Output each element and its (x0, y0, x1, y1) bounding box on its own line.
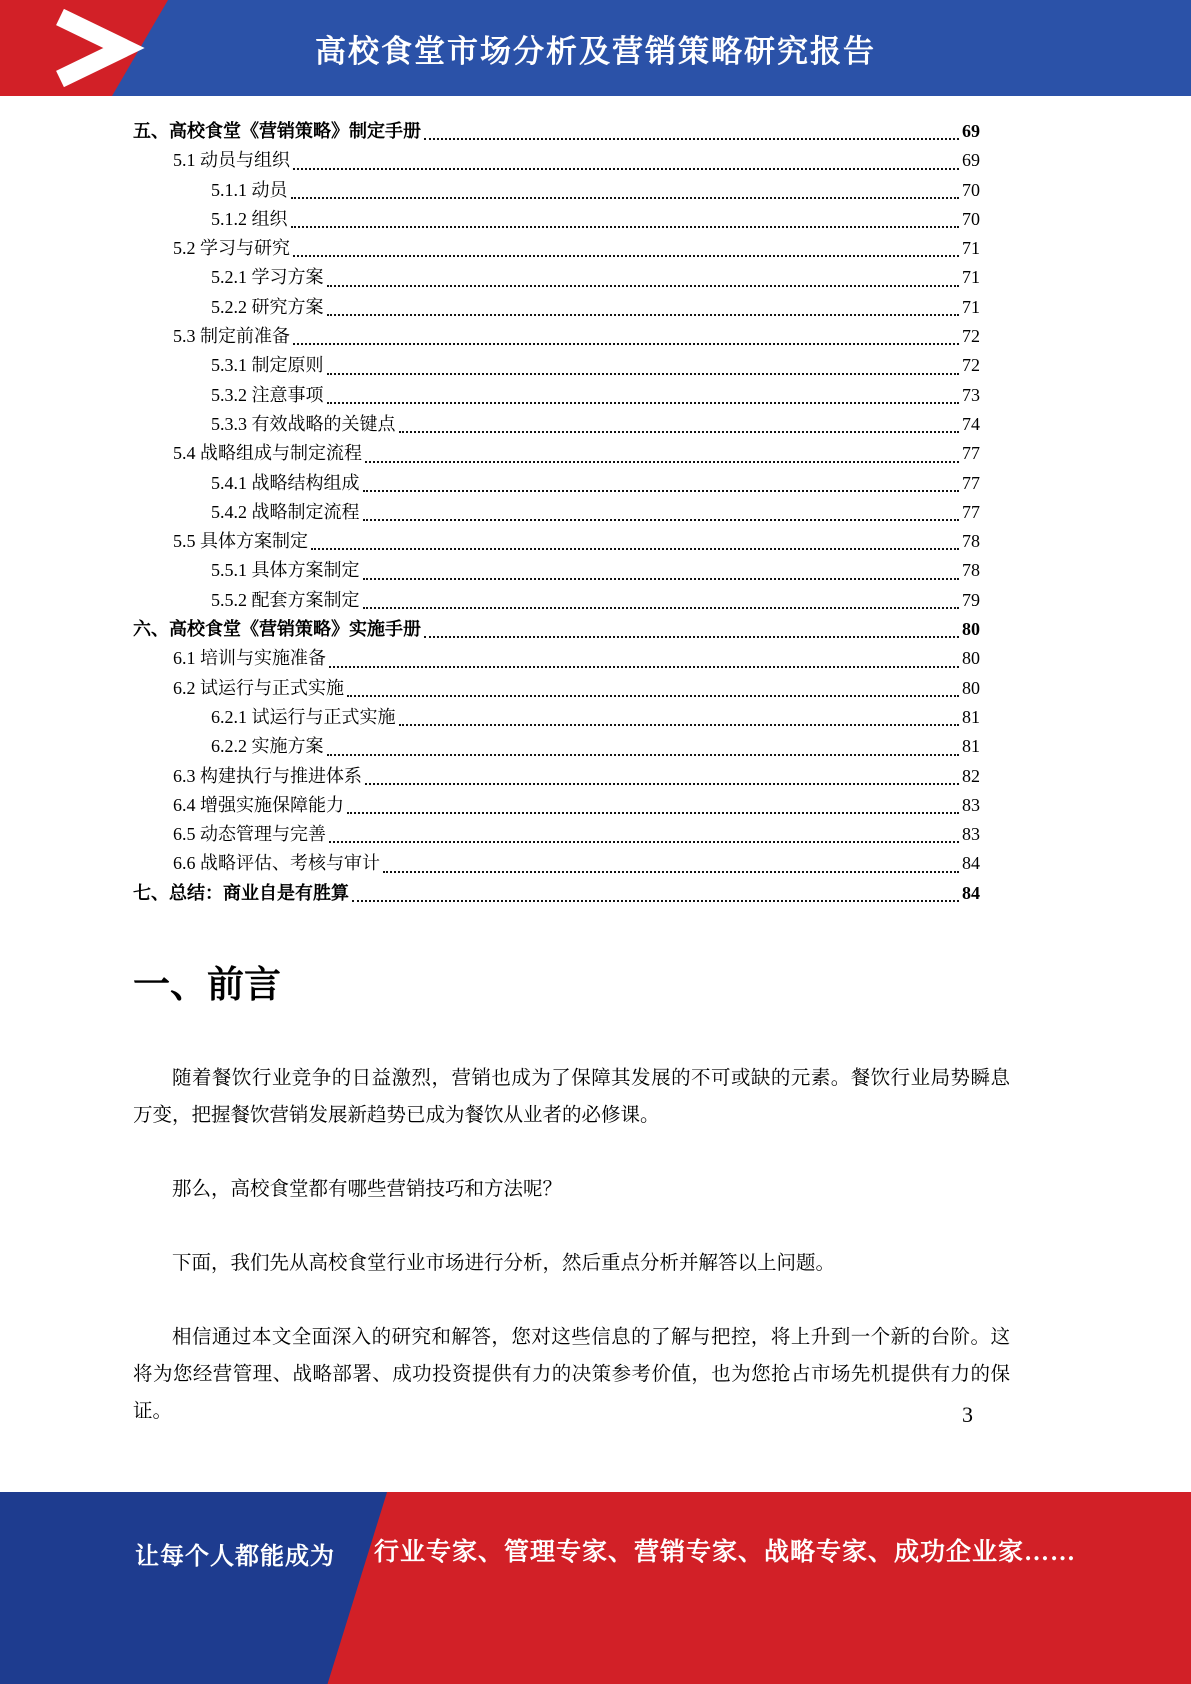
toc-entry (133, 205, 980, 234)
toc-entry-label: 5.5.2 配套方案制定 (211, 589, 360, 610)
toc-dot-leader (383, 871, 959, 873)
section-body (133, 1060, 1010, 1430)
toc-entry-page: 78 (962, 560, 980, 581)
toc-entry-page: 70 (962, 208, 980, 229)
toc-dot-leader (329, 841, 959, 843)
toc-entry-label: 6.2.1 试运行与正式实施 (211, 706, 396, 727)
toc-entry-label: 5.5.1 具体方案制定 (211, 560, 360, 581)
toc-dot-leader (291, 226, 960, 228)
toc-dot-leader (365, 461, 959, 463)
body-paragraph: 下面，我们先从高校食堂行业市场进行分析，然后重点分析并解答以上问题。 (172, 1253, 836, 1275)
page-footer (0, 1492, 1191, 1684)
toc-entry (133, 762, 980, 791)
toc-entry-label: 5.3.2 注意事项 (211, 384, 324, 405)
toc-dot-leader (363, 607, 960, 609)
footer-red-banner (0, 1492, 1191, 1684)
toc-entry (133, 439, 980, 468)
toc-dot-leader (363, 578, 960, 580)
toc-entry-page: 79 (962, 589, 980, 610)
toc-entry-label: 5.1 动员与组织 (173, 150, 290, 171)
toc-entry (133, 234, 980, 263)
footer-slogan-left: 让每个人都能成为 (135, 1543, 335, 1570)
toc-entry (133, 820, 980, 849)
toc-entry-label: 5.1.1 动员 (211, 179, 288, 200)
toc-entry-page: 80 (962, 677, 980, 698)
section-heading: 一、前言 (133, 964, 281, 1006)
toc-entry-label: 5.3 制定前准备 (173, 326, 290, 347)
toc-entry-label: 6.6 战略评估、考核与审计 (173, 853, 380, 874)
toc-entry-page: 71 (962, 267, 980, 288)
toc-entry-label: 6.5 动态管理与完善 (173, 824, 326, 845)
toc-entry-page: 71 (962, 238, 980, 259)
page-content (133, 117, 1010, 1467)
toc-entry-page: 69 (962, 150, 980, 171)
toc-dot-leader (363, 519, 960, 521)
toc-dot-leader (327, 285, 960, 287)
toc-entry-page: 80 (962, 619, 980, 640)
toc-entry (133, 586, 980, 615)
page-header (0, 0, 1191, 96)
toc-entry (133, 351, 980, 380)
toc-entry (133, 322, 980, 351)
toc-entry-label: 6.2.2 实施方案 (211, 736, 324, 757)
toc-dot-leader (327, 754, 960, 756)
toc-entry (133, 732, 980, 761)
toc-entry-page: 80 (962, 648, 980, 669)
toc-entry-label: 5.4.2 战略制定流程 (211, 501, 360, 522)
toc-dot-leader (293, 343, 959, 345)
toc-entry-page: 72 (962, 355, 980, 376)
toc-entry (133, 703, 980, 732)
toc-entry (133, 849, 980, 878)
toc-entry (133, 381, 980, 410)
toc-dot-leader (399, 431, 960, 433)
toc-entry (133, 527, 980, 556)
toc-entry-page: 77 (962, 501, 980, 522)
toc-dot-leader (327, 402, 960, 404)
toc-entry-label: 5.2 学习与研究 (173, 238, 290, 259)
toc-entry (133, 469, 980, 498)
toc-entry-page: 74 (962, 413, 980, 434)
toc-entry (133, 410, 980, 439)
toc-entry-page: 83 (962, 794, 980, 815)
toc-entry-page: 73 (962, 384, 980, 405)
toc-entry-label: 5.2.2 研究方案 (211, 296, 324, 317)
toc-dot-leader (347, 695, 959, 697)
toc-dot-leader (329, 666, 959, 668)
toc-dot-leader (363, 490, 960, 492)
toc-entry (133, 498, 980, 527)
toc-entry-label: 6.1 培训与实施准备 (173, 648, 326, 669)
toc-dot-leader (293, 255, 959, 257)
toc-entry-page: 81 (962, 706, 980, 727)
body-paragraph: 那么，高校食堂都有哪些营销技巧和方法呢？ (172, 1179, 563, 1201)
toc-entry (133, 263, 980, 292)
toc-dot-leader (399, 724, 960, 726)
toc-dot-leader (352, 900, 959, 902)
toc-entry-label: 5.3.1 制定原则 (211, 355, 324, 376)
toc-entry (133, 176, 980, 205)
toc-entry-label: 6.4 增强实施保障能力 (173, 794, 344, 815)
toc-entry-label: 5.4 战略组成与制定流程 (173, 443, 362, 464)
toc-dot-leader (293, 168, 959, 170)
toc-dot-leader (347, 812, 959, 814)
toc-entry-label: 6.2 试运行与正式实施 (173, 677, 344, 698)
toc-entry-label: 七、总结：商业自是有胜算 (133, 882, 349, 903)
toc-dot-leader (424, 138, 959, 140)
toc-entry-label: 五、高校食堂《营销策略》制定手册 (133, 121, 421, 141)
toc-entry-page: 71 (962, 296, 980, 317)
toc-entry (133, 879, 980, 908)
toc-entry-page: 84 (962, 853, 980, 874)
toc-entry-label: 5.4.1 战略结构组成 (211, 472, 360, 493)
toc-dot-leader (327, 314, 960, 316)
footer-slogan-right: 行业专家、管理专家、营销专家、战略专家、成功企业家…… (374, 1539, 1077, 1566)
toc-entry-label: 5.1.2 组织 (211, 208, 288, 229)
toc-dot-leader (291, 197, 960, 199)
toc-entry-label: 5.3.3 有效战略的关键点 (211, 413, 396, 434)
toc-entry-page: 82 (962, 765, 980, 786)
toc-entry (133, 674, 980, 703)
toc-entry-label: 5.5 具体方案制定 (173, 531, 308, 552)
toc-entry-page: 81 (962, 736, 980, 757)
toc-dot-leader (311, 548, 959, 550)
toc-entry-page: 69 (962, 121, 980, 141)
body-paragraph: 随着餐饮行业竞争的日益激烈，营销也成为了保障其发展的不可或缺的元素。餐饮行业局势瞬息万变，把握餐饮营销发展新趋势已成为餐饮从业者的必修课。 (133, 1068, 1010, 1127)
toc-dot-leader (327, 373, 960, 375)
toc-entry-label: 六、高校食堂《营销策略》实施手册 (133, 619, 421, 640)
body-paragraph: 相信通过本文全面深入的研究和解答，您对这些信息的了解与把控，将上升到一个新的台阶。这将为您经营管理、战略部署、成功投资提供有力的决策参考价值，也为您抢占市场先机提供有力的保证。 (133, 1327, 1010, 1423)
toc-entry (133, 146, 980, 175)
table-of-contents (133, 117, 1010, 908)
toc-entry (133, 791, 980, 820)
toc-entry-page: 78 (962, 531, 980, 552)
toc-entry-page: 83 (962, 824, 980, 845)
page-number: 3 (962, 1402, 973, 1427)
toc-entry (133, 644, 980, 673)
toc-entry (133, 117, 980, 146)
report-title: 高校食堂市场分析及营销策略研究报告 (315, 33, 876, 69)
toc-entry-page: 72 (962, 326, 980, 347)
toc-entry (133, 556, 980, 585)
toc-entry-label: 5.2.1 学习方案 (211, 267, 324, 288)
toc-entry (133, 615, 980, 644)
toc-entry-page: 70 (962, 179, 980, 200)
toc-entry-page: 84 (962, 882, 980, 903)
toc-dot-leader (424, 636, 959, 638)
toc-entry-page: 77 (962, 472, 980, 493)
toc-entry-label: 6.3 构建执行与推进体系 (173, 765, 362, 786)
toc-dot-leader (365, 783, 959, 785)
toc-entry (133, 293, 980, 322)
toc-entry-page: 77 (962, 443, 980, 464)
